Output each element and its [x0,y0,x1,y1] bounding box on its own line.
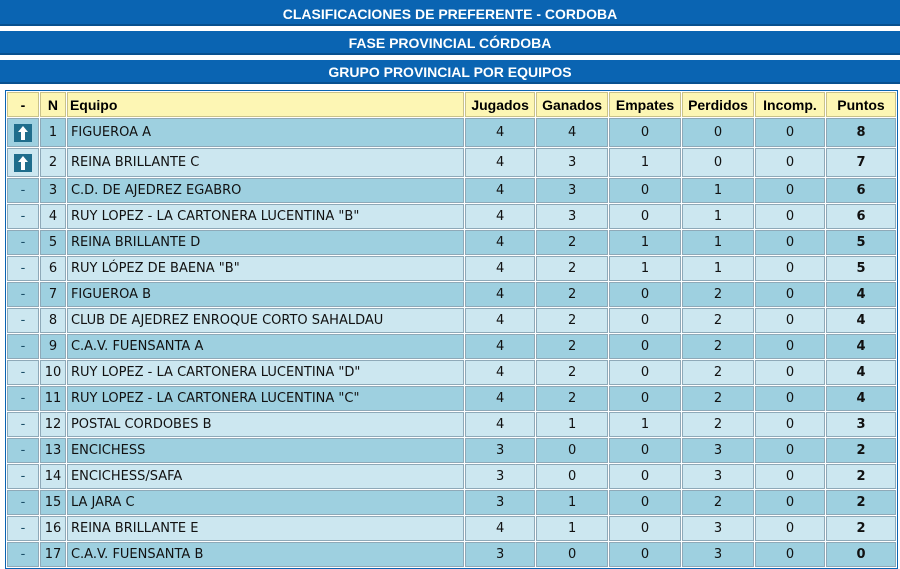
cell-n: 11 [40,386,66,411]
col-puntos-header[interactable]: Puntos [826,92,896,117]
status-dash: - [20,261,26,276]
status-cell [7,178,39,203]
cell-incomp: 0 [755,464,825,489]
cell-puntos: 8 [826,118,896,147]
cell-jugados: 3 [465,438,535,463]
cell-puntos: 4 [826,334,896,359]
cell-jugados: 3 [465,490,535,515]
cell-equipo[interactable]: C.A.V. FUENSANTA B [67,542,464,567]
cell-n: 16 [40,516,66,541]
cell-jugados: 3 [465,542,535,567]
status-cell [7,256,39,281]
status-dash: - [20,209,26,224]
header-row [7,92,896,117]
cell-n: 6 [40,256,66,281]
cell-perdidos: 1 [682,204,754,229]
cell-ganados: 3 [536,178,608,203]
cell-ganados: 2 [536,308,608,333]
table-row[interactable] [7,178,896,203]
cell-equipo[interactable]: REINA BRILLANTE C [67,148,464,177]
table-row[interactable] [7,230,896,255]
cell-jugados: 4 [465,148,535,177]
cell-perdidos: 3 [682,464,754,489]
col-perdidos-header[interactable]: Perdidos [682,92,754,117]
col-incomp-header[interactable]: Incomp. [755,92,825,117]
cell-equipo[interactable]: LA JARA C [67,490,464,515]
table-row[interactable] [7,438,896,463]
cell-incomp: 0 [755,386,825,411]
cell-equipo[interactable]: RUY LOPEZ - LA CARTONERA LUCENTINA "B" [67,204,464,229]
table-row[interactable] [7,256,896,281]
cell-n: 12 [40,412,66,437]
status-cell [7,464,39,489]
cell-ganados: 1 [536,412,608,437]
table-row[interactable] [7,308,896,333]
cell-perdidos: 1 [682,178,754,203]
cell-incomp: 0 [755,282,825,307]
table-row[interactable] [7,204,896,229]
cell-empates: 0 [609,334,681,359]
cell-puntos: 4 [826,360,896,385]
cell-equipo[interactable]: C.D. DE AJEDREZ EGABRO [67,178,464,203]
cell-equipo[interactable]: POSTAL CORDOBES B [67,412,464,437]
up-arrow-icon [14,124,32,142]
cell-incomp: 0 [755,204,825,229]
cell-ganados: 3 [536,148,608,177]
cell-incomp: 0 [755,118,825,147]
cell-ganados: 4 [536,118,608,147]
cell-incomp: 0 [755,360,825,385]
table-row[interactable] [7,386,896,411]
cell-perdidos: 0 [682,118,754,147]
cell-jugados: 4 [465,412,535,437]
cell-puntos: 4 [826,282,896,307]
cell-jugados: 4 [465,386,535,411]
cell-jugados: 4 [465,282,535,307]
cell-incomp: 0 [755,438,825,463]
status-cell [7,308,39,333]
cell-puntos: 6 [826,178,896,203]
cell-perdidos: 2 [682,334,754,359]
cell-n: 9 [40,334,66,359]
cell-puntos: 4 [826,308,896,333]
cell-jugados: 4 [465,230,535,255]
cell-puntos: 2 [826,490,896,515]
cell-ganados: 1 [536,516,608,541]
cell-ganados: 0 [536,542,608,567]
cell-empates: 0 [609,204,681,229]
cell-ganados: 1 [536,490,608,515]
cell-perdidos: 1 [682,256,754,281]
cell-perdidos: 2 [682,308,754,333]
cell-empates: 0 [609,542,681,567]
cell-puntos: 3 [826,412,896,437]
cell-ganados: 0 [536,464,608,489]
cell-ganados: 2 [536,282,608,307]
standings-table [5,90,898,569]
col-n-header: N [40,92,66,117]
cell-n: 1 [40,118,66,147]
cell-puntos: 5 [826,256,896,281]
status-dash: - [20,365,26,380]
cell-perdidos: 0 [682,148,754,177]
cell-jugados: 3 [465,464,535,489]
status-dash: - [20,391,26,406]
cell-n: 7 [40,282,66,307]
cell-perdidos: 2 [682,386,754,411]
cell-ganados: 2 [536,256,608,281]
status-dash: - [20,235,26,250]
cell-n: 5 [40,230,66,255]
cell-equipo[interactable]: FIGUEROA B [67,282,464,307]
status-cell [7,360,39,385]
status-dash: - [20,287,26,302]
cell-empates: 0 [609,308,681,333]
status-dash: - [20,469,26,484]
table-row[interactable] [7,282,896,307]
status-cell [7,282,39,307]
cell-incomp: 0 [755,542,825,567]
cell-n: 13 [40,438,66,463]
cell-puntos: 2 [826,438,896,463]
cell-empates: 0 [609,438,681,463]
cell-empates: 0 [609,282,681,307]
cell-puntos: 2 [826,464,896,489]
cell-incomp: 0 [755,516,825,541]
cell-puntos: 6 [826,204,896,229]
cell-n: 2 [40,148,66,177]
cell-perdidos: 3 [682,516,754,541]
cell-perdidos: 3 [682,542,754,567]
status-cell [7,542,39,567]
cell-empates: 0 [609,178,681,203]
cell-equipo[interactable]: ENCICHESS [67,438,464,463]
table-row[interactable] [7,412,896,437]
cell-equipo[interactable]: FIGUEROA A [67,118,464,147]
cell-puntos: 5 [826,230,896,255]
cell-incomp: 0 [755,230,825,255]
cell-equipo[interactable]: RUY LOPEZ - LA CARTONERA LUCENTINA "C" [67,386,464,411]
cell-ganados: 2 [536,386,608,411]
status-cell [7,118,39,147]
cell-puntos: 4 [826,386,896,411]
cell-empates: 0 [609,464,681,489]
cell-ganados: 3 [536,204,608,229]
cell-n: 8 [40,308,66,333]
cell-jugados: 4 [465,256,535,281]
status-dash: - [20,443,26,458]
cell-equipo[interactable]: RUY LOPEZ - LA CARTONERA LUCENTINA "D" [67,360,464,385]
cell-empates: 0 [609,118,681,147]
table-row[interactable] [7,490,896,515]
status-cell [7,204,39,229]
cell-equipo[interactable]: REINA BRILLANTE D [67,230,464,255]
status-dash: - [20,495,26,510]
status-dash: - [20,521,26,536]
status-dash: - [20,183,26,198]
cell-n: 4 [40,204,66,229]
cell-perdidos: 2 [682,412,754,437]
table-row[interactable] [7,360,896,385]
up-arrow-icon [14,154,32,172]
cell-empates: 0 [609,516,681,541]
cell-incomp: 0 [755,334,825,359]
cell-n: 14 [40,464,66,489]
cell-empates: 0 [609,490,681,515]
cell-n: 15 [40,490,66,515]
cell-n: 17 [40,542,66,567]
cell-empates: 1 [609,230,681,255]
table-row[interactable] [7,542,896,567]
status-cell [7,334,39,359]
cell-empates: 1 [609,148,681,177]
col-status-header: - [7,92,39,117]
cell-perdidos: 2 [682,360,754,385]
phase-title: FASE PROVINCIAL CÓRDOBA [0,31,900,55]
cell-jugados: 4 [465,178,535,203]
cell-jugados: 4 [465,360,535,385]
group-title: GRUPO PROVINCIAL POR EQUIPOS [0,60,900,84]
cell-perdidos: 3 [682,438,754,463]
cell-jugados: 4 [465,204,535,229]
cell-perdidos: 2 [682,490,754,515]
cell-n: 10 [40,360,66,385]
status-dash: - [20,417,26,432]
cell-equipo[interactable]: ENCICHESS/SAFA [67,464,464,489]
cell-n: 3 [40,178,66,203]
cell-incomp: 0 [755,256,825,281]
cell-equipo[interactable]: CLUB DE AJEDREZ ENROQUE CORTO SAHALDAU [67,308,464,333]
cell-puntos: 0 [826,542,896,567]
col-ganados-header[interactable]: Ganados [536,92,608,117]
status-cell [7,412,39,437]
table-row[interactable] [7,148,896,177]
cell-jugados: 4 [465,308,535,333]
cell-incomp: 0 [755,148,825,177]
cell-ganados: 2 [536,334,608,359]
col-equipo-header[interactable]: Equipo [67,92,464,117]
cell-incomp: 0 [755,412,825,437]
status-dash: - [20,313,26,328]
status-cell [7,148,39,177]
cell-equipo[interactable]: RUY LÓPEZ DE BAENA "B" [67,256,464,281]
cell-incomp: 0 [755,308,825,333]
status-cell [7,438,39,463]
cell-jugados: 4 [465,516,535,541]
cell-equipo[interactable]: REINA BRILLANTE E [67,516,464,541]
table-row[interactable] [7,118,896,147]
cell-incomp: 0 [755,490,825,515]
cell-empates: 1 [609,256,681,281]
status-dash: - [20,547,26,562]
page-title: CLASIFICACIONES DE PREFERENTE - CORDOBA [0,2,900,26]
status-cell [7,386,39,411]
cell-perdidos: 1 [682,230,754,255]
col-empates-header[interactable]: Empates [609,92,681,117]
col-jugados-header[interactable]: Jugados [465,92,535,117]
cell-ganados: 2 [536,360,608,385]
status-cell [7,516,39,541]
cell-empates: 0 [609,360,681,385]
cell-ganados: 0 [536,438,608,463]
cell-puntos: 7 [826,148,896,177]
cell-perdidos: 2 [682,282,754,307]
cell-equipo[interactable]: C.A.V. FUENSANTA A [67,334,464,359]
table-row[interactable] [7,516,896,541]
status-dash: - [20,339,26,354]
cell-empates: 0 [609,386,681,411]
cell-jugados: 4 [465,118,535,147]
table-row[interactable] [7,334,896,359]
cell-ganados: 2 [536,230,608,255]
cell-incomp: 0 [755,178,825,203]
status-cell [7,490,39,515]
cell-jugados: 4 [465,334,535,359]
cell-puntos: 2 [826,516,896,541]
cell-empates: 1 [609,412,681,437]
status-cell [7,230,39,255]
table-row[interactable] [7,464,896,489]
